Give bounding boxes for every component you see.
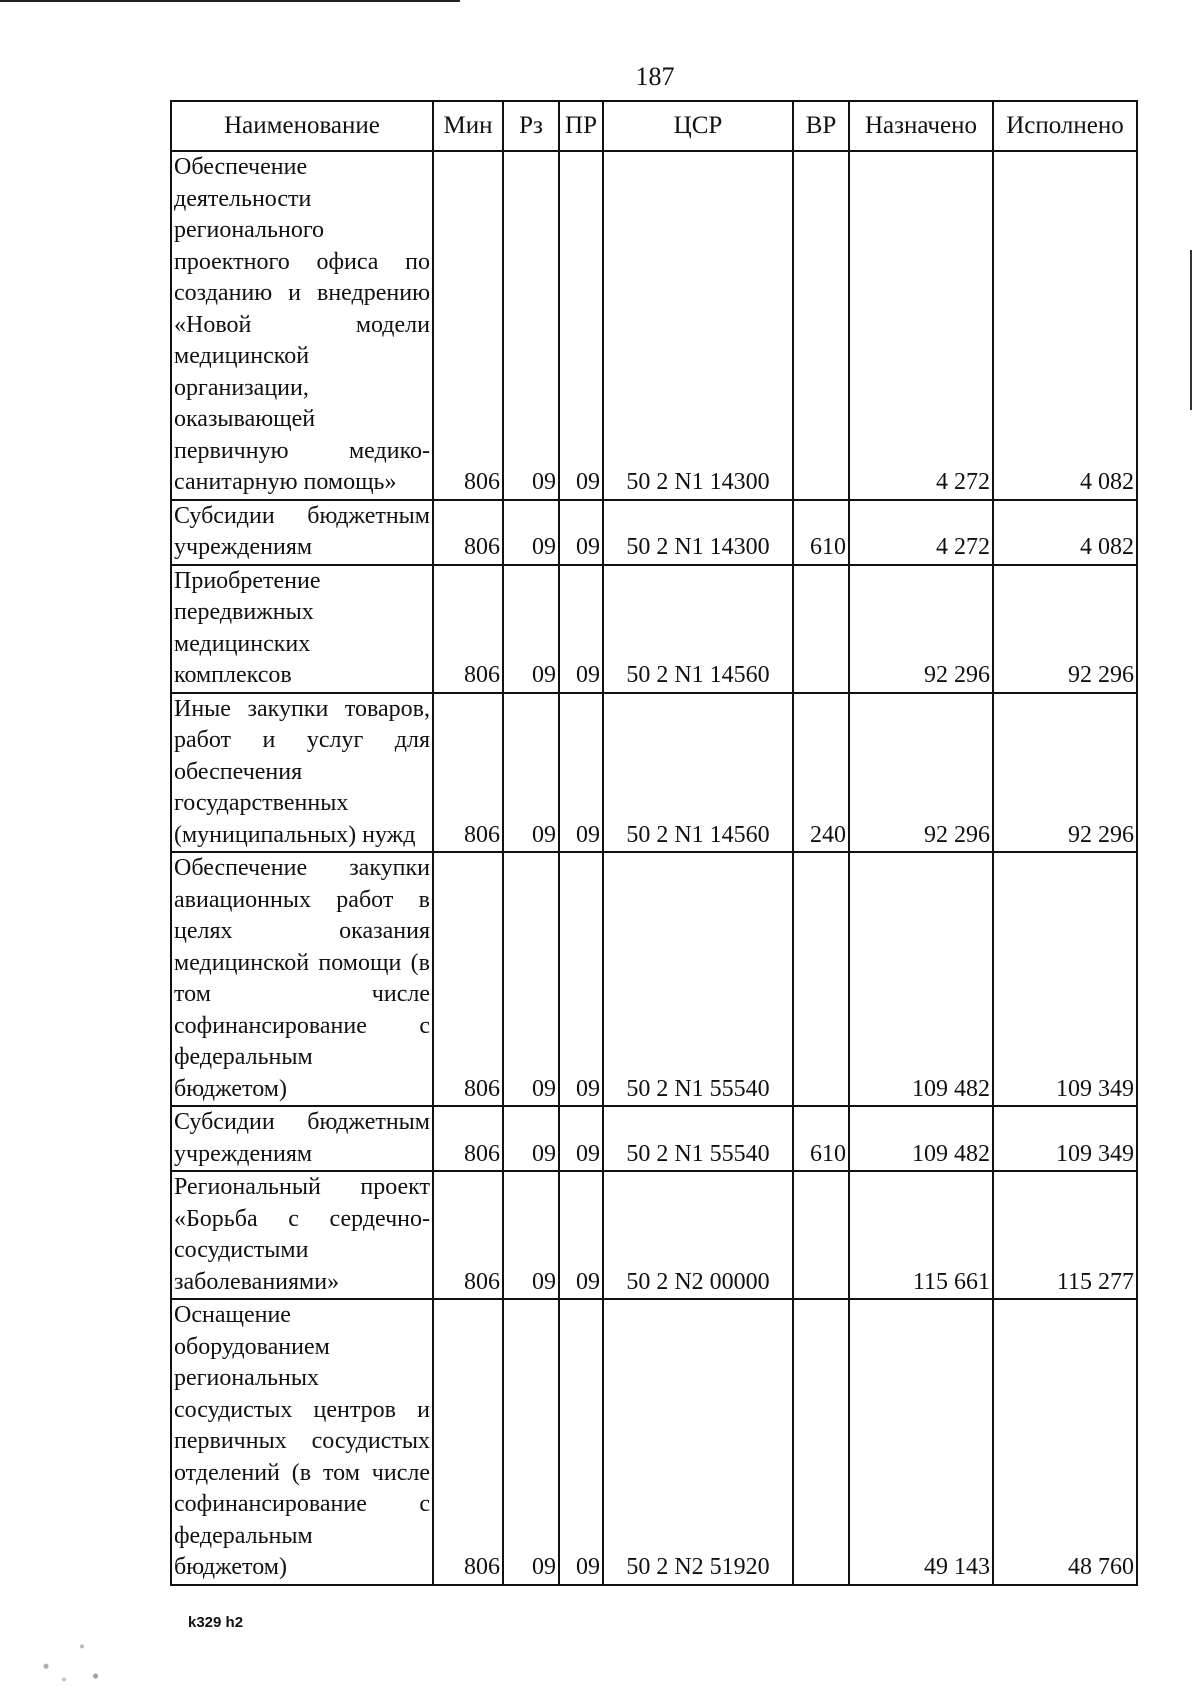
table-row bbox=[171, 565, 1137, 693]
header-executed: Исполнено bbox=[993, 101, 1137, 151]
row-rz: 09 bbox=[503, 852, 559, 1106]
row-executed: 4 082 bbox=[993, 500, 1137, 565]
row-assigned: 4 272 bbox=[849, 500, 993, 565]
scan-edge-top bbox=[0, 0, 460, 2]
row-pr: 09 bbox=[559, 693, 603, 853]
row-name: Обеспечение закупки авиационных работ в целях оказания медицинской помощи (в том числе софинансирование с федеральным бюджетом) bbox=[171, 852, 433, 1106]
row-pr: 09 bbox=[559, 1299, 603, 1585]
row-rz: 09 bbox=[503, 693, 559, 853]
table-row bbox=[171, 852, 1137, 1106]
row-rz: 09 bbox=[503, 500, 559, 565]
row-executed: 109 349 bbox=[993, 852, 1137, 1106]
table-row bbox=[171, 151, 1137, 500]
scan-edge-right bbox=[1190, 250, 1192, 410]
footer-code: k329 h2 bbox=[188, 1614, 244, 1631]
row-pr: 09 bbox=[559, 500, 603, 565]
row-assigned: 115 661 bbox=[849, 1171, 993, 1299]
row-rz: 09 bbox=[503, 565, 559, 693]
header-name: Наименование bbox=[171, 101, 433, 151]
row-csr: 50 2 N1 55540 bbox=[603, 852, 793, 1106]
row-min: 806 bbox=[433, 1106, 503, 1171]
row-pr: 09 bbox=[559, 151, 603, 500]
row-executed: 115 277 bbox=[993, 1171, 1137, 1299]
header-rz: Рз bbox=[503, 101, 559, 151]
row-rz: 09 bbox=[503, 1299, 559, 1585]
table-row bbox=[171, 693, 1137, 853]
row-min: 806 bbox=[433, 565, 503, 693]
row-name: Субсидии бюджетным учреждениям bbox=[171, 1106, 433, 1171]
row-assigned: 4 272 bbox=[849, 151, 993, 500]
row-name: Иные закупки товаров, работ и услуг для обеспечения государственных (муниципальных) нужд bbox=[171, 693, 433, 853]
row-pr: 09 bbox=[559, 565, 603, 693]
row-pr: 09 bbox=[559, 1106, 603, 1171]
header-assigned: Назначено bbox=[849, 101, 993, 151]
row-min: 806 bbox=[433, 151, 503, 500]
table-row bbox=[171, 1299, 1137, 1585]
row-vr bbox=[793, 565, 849, 693]
row-assigned: 109 482 bbox=[849, 852, 993, 1106]
row-assigned: 92 296 bbox=[849, 693, 993, 853]
table-row bbox=[171, 1171, 1137, 1299]
header-csr: ЦСР bbox=[603, 101, 793, 151]
row-executed: 92 296 bbox=[993, 693, 1137, 853]
row-pr: 09 bbox=[559, 1171, 603, 1299]
row-csr: 50 2 N1 14560 bbox=[603, 693, 793, 853]
row-assigned: 92 296 bbox=[849, 565, 993, 693]
row-min: 806 bbox=[433, 1299, 503, 1585]
table-row bbox=[171, 500, 1137, 565]
row-name: Обеспечение деятельности регионального проектного офиса по созданию и внедрению «Новой модели медицинской организации, оказывающей первичную медико-санитарную помощь» bbox=[171, 151, 433, 500]
row-name: Оснащение оборудованием региональных сосудистых центров и первичных сосудистых отделений (в том числе софинансирование с федеральным бюджетом) bbox=[171, 1299, 433, 1585]
row-min: 806 bbox=[433, 1171, 503, 1299]
scan-noise bbox=[28, 1620, 118, 1686]
row-vr: 610 bbox=[793, 500, 849, 565]
row-executed: 4 082 bbox=[993, 151, 1137, 500]
row-csr: 50 2 N1 14300 bbox=[603, 500, 793, 565]
budget-table bbox=[170, 100, 1138, 1586]
row-csr: 50 2 N1 55540 bbox=[603, 1106, 793, 1171]
row-csr: 50 2 N1 14300 bbox=[603, 151, 793, 500]
header-vr: ВР bbox=[793, 101, 849, 151]
row-vr bbox=[793, 1299, 849, 1585]
page-number: 187 bbox=[635, 62, 675, 91]
row-min: 806 bbox=[433, 852, 503, 1106]
table-row bbox=[171, 1106, 1137, 1171]
row-min: 806 bbox=[433, 693, 503, 853]
row-name: Субсидии бюджетным учреждениям bbox=[171, 500, 433, 565]
row-rz: 09 bbox=[503, 1171, 559, 1299]
row-rz: 09 bbox=[503, 1106, 559, 1171]
header-min: Мин bbox=[433, 101, 503, 151]
row-vr: 240 bbox=[793, 693, 849, 853]
row-assigned: 49 143 bbox=[849, 1299, 993, 1585]
row-csr: 50 2 N2 51920 bbox=[603, 1299, 793, 1585]
row-vr bbox=[793, 852, 849, 1106]
row-csr: 50 2 N1 14560 bbox=[603, 565, 793, 693]
row-executed: 48 760 bbox=[993, 1299, 1137, 1585]
row-assigned: 109 482 bbox=[849, 1106, 993, 1171]
header-row bbox=[171, 101, 1137, 151]
row-csr: 50 2 N2 00000 bbox=[603, 1171, 793, 1299]
row-pr: 09 bbox=[559, 852, 603, 1106]
row-executed: 92 296 bbox=[993, 565, 1137, 693]
row-rz: 09 bbox=[503, 151, 559, 500]
row-vr: 610 bbox=[793, 1106, 849, 1171]
row-min: 806 bbox=[433, 500, 503, 565]
row-executed: 109 349 bbox=[993, 1106, 1137, 1171]
row-name: Приобретение передвижных медицинских комплексов bbox=[171, 565, 433, 693]
row-vr bbox=[793, 1171, 849, 1299]
row-vr bbox=[793, 151, 849, 500]
header-pr: ПР bbox=[559, 101, 603, 151]
row-name: Региональный проект «Борьба с сердечно-сосудистыми заболеваниями» bbox=[171, 1171, 433, 1299]
